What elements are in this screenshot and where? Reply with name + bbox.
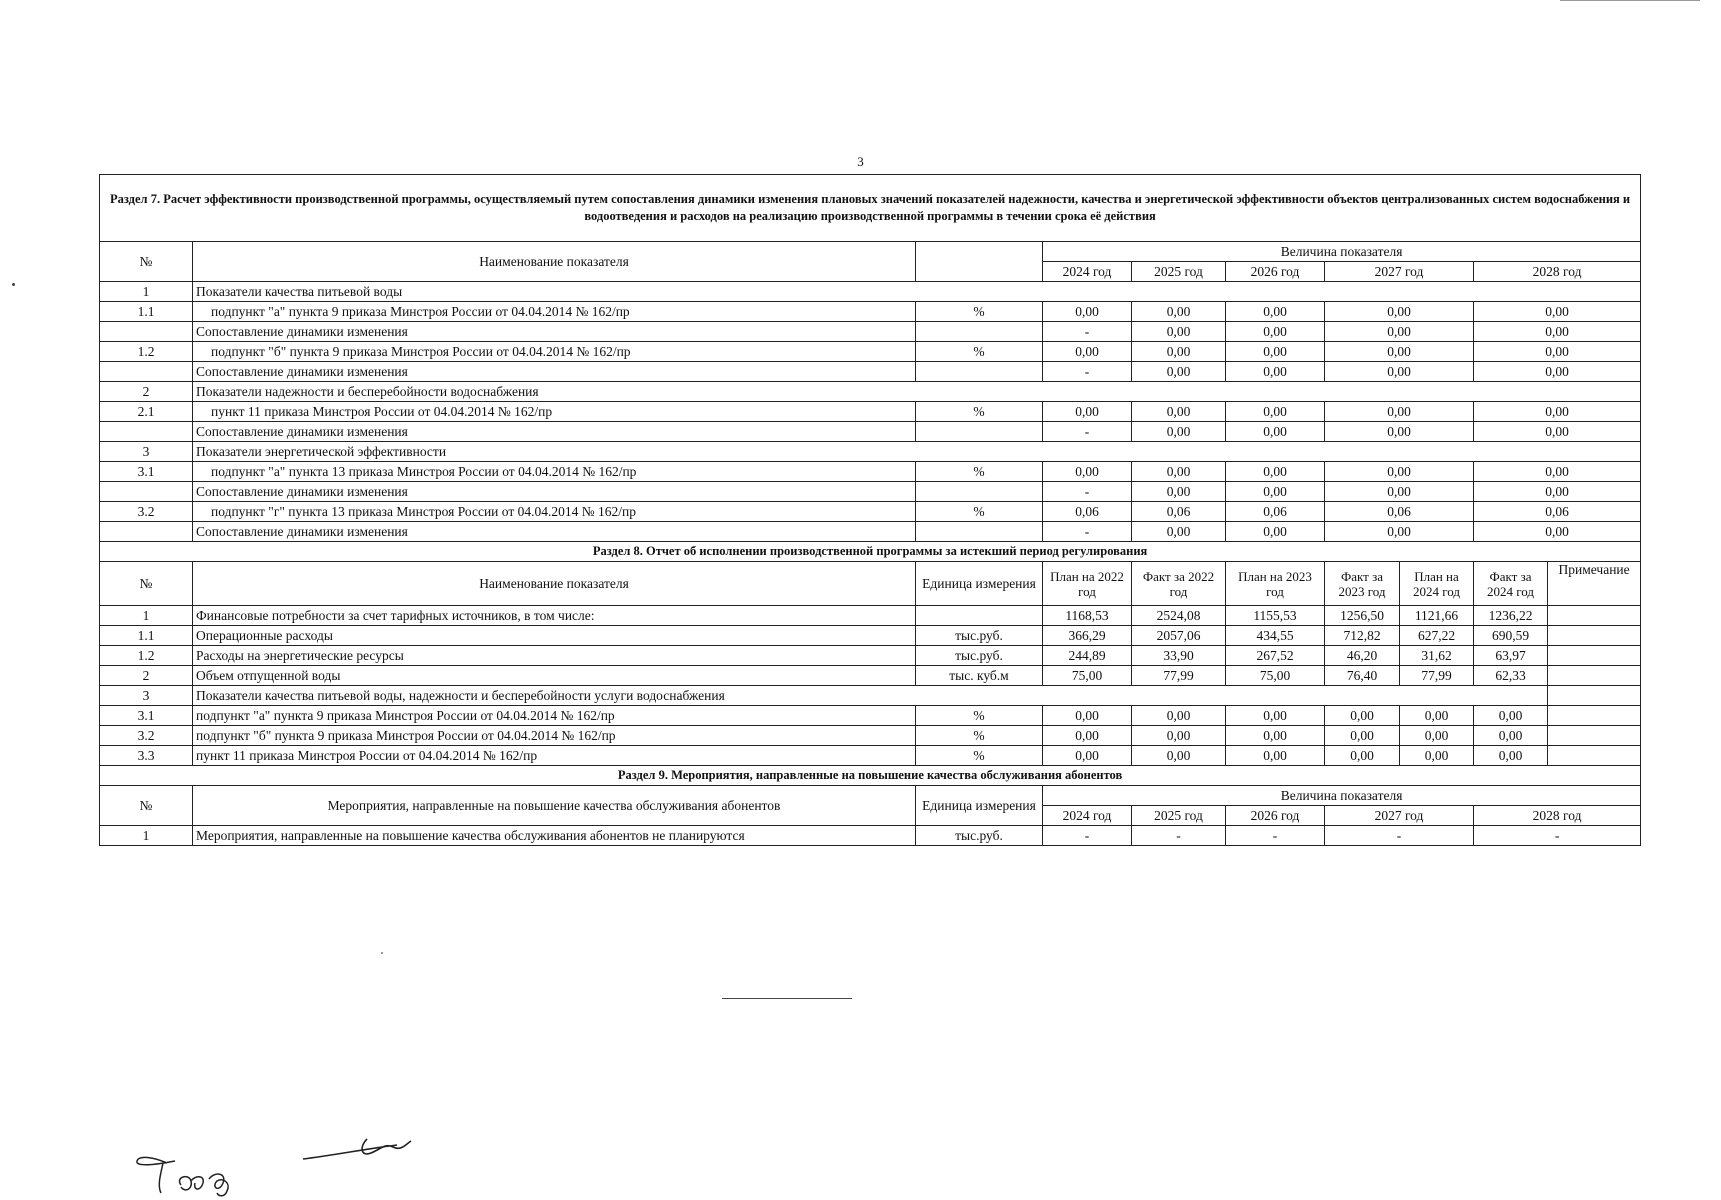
row-num: 1 <box>100 282 193 302</box>
value-cell: 0,00 <box>1400 746 1474 766</box>
group-heading: Показатели надежности и бесперебойности водоснабжения <box>193 382 1641 402</box>
value-cell: 1168,53 <box>1043 606 1132 626</box>
table-row <box>100 422 1641 442</box>
year-header: 2025 год <box>1132 262 1226 282</box>
row-name: пункт 11 приказа Минстроя России от 04.04.2014 № 162/пр <box>193 402 916 422</box>
report-table <box>99 174 1641 846</box>
row-num: 1.2 <box>100 646 193 666</box>
row-name: пункт 11 приказа Минстроя России от 04.04.2014 № 162/пр <box>193 746 916 766</box>
row-num: 2 <box>100 666 193 686</box>
page-number: 3 <box>857 154 864 169</box>
value-cell: 0,00 <box>1043 462 1132 482</box>
row-num: 3 <box>100 686 193 706</box>
value-cell: 0,00 <box>1325 522 1474 542</box>
table-row <box>100 482 1641 502</box>
value-cell: 75,00 <box>1226 666 1325 686</box>
row-unit: % <box>916 302 1043 322</box>
value-cell: 0,00 <box>1226 482 1325 502</box>
value-cell: 0,00 <box>1226 402 1325 422</box>
row-num: 1 <box>100 606 193 626</box>
value-cell: 0,00 <box>1325 706 1400 726</box>
year-header: 2026 год <box>1226 262 1325 282</box>
table-row <box>100 726 1641 746</box>
row-num: 1 <box>100 826 193 846</box>
value-cell: 690,59 <box>1474 626 1548 646</box>
table-row <box>100 646 1641 666</box>
value-cell: 0,06 <box>1043 502 1132 522</box>
value-cell: 63,97 <box>1474 646 1548 666</box>
value-cell: 0,00 <box>1132 726 1226 746</box>
value-cell: 0,00 <box>1325 422 1474 442</box>
value-cell: 0,06 <box>1474 502 1641 522</box>
note-cell <box>1548 686 1641 706</box>
row-unit: тыс.руб. <box>916 646 1043 666</box>
value-cell: 267,52 <box>1226 646 1325 666</box>
value-cell: 75,00 <box>1043 666 1132 686</box>
value-cell: 0,00 <box>1132 462 1226 482</box>
value-cell: 0,00 <box>1043 342 1132 362</box>
group-heading: Показатели энергетической эффективности <box>193 442 1641 462</box>
year-header: 2024 год <box>1043 806 1132 826</box>
row-unit: % <box>916 726 1043 746</box>
note-cell <box>1548 626 1641 646</box>
value-cell: - <box>1043 826 1132 846</box>
handwritten-signature <box>135 1135 465 1200</box>
row-name: Расходы на энергетические ресурсы <box>193 646 916 666</box>
section8-title: Раздел 8. Отчет об исполнении производственной программы за истекший период регулирования <box>100 542 1641 562</box>
group-heading: Показатели качества питьевой воды, надежности и бесперебойности услуги водоснабжения <box>193 686 1548 706</box>
header-name: Наименование показателя <box>193 242 916 282</box>
footer-divider <box>722 998 852 999</box>
value-cell: 0,00 <box>1226 522 1325 542</box>
value-cell: 0,00 <box>1474 462 1641 482</box>
row-num <box>100 522 193 542</box>
year-header: 2027 год <box>1325 262 1474 282</box>
note-cell <box>1548 726 1641 746</box>
section7-title: Раздел 7. Расчет эффективности производственной программы, осуществляемый путем сопоставления динамики изменения плановых значений показателей надежности, качества и энергетической эффективности объектов централизованных систем водоснабжения и водоотведения и расходов на реализацию производственной программы в течении срока её действия <box>100 175 1641 242</box>
value-cell: 0,00 <box>1474 302 1641 322</box>
row-num: 3.2 <box>100 502 193 522</box>
row-unit <box>916 322 1043 342</box>
value-cell: 0,00 <box>1132 522 1226 542</box>
section7-header-row <box>100 242 1641 262</box>
row-name: подпункт "а" пункта 9 приказа Минстроя России от 04.04.2014 № 162/пр <box>193 302 916 322</box>
table-row <box>100 402 1641 422</box>
value-cell: 0,00 <box>1043 746 1132 766</box>
value-cell: 0,00 <box>1474 726 1548 746</box>
row-name: Сопоставление динамики изменения <box>193 322 916 342</box>
value-cell: 0,00 <box>1132 482 1226 502</box>
value-cell: 0,00 <box>1325 726 1400 746</box>
section8-title-row <box>100 542 1641 562</box>
value-cell: 0,00 <box>1325 302 1474 322</box>
value-cell: 0,00 <box>1325 462 1474 482</box>
value-cell: 0,00 <box>1132 706 1226 726</box>
section7-title-row <box>100 175 1641 242</box>
row-unit: % <box>916 706 1043 726</box>
value-cell: 1155,53 <box>1226 606 1325 626</box>
value-cell: 0,00 <box>1400 706 1474 726</box>
row-num <box>100 322 193 342</box>
value-cell: 0,00 <box>1043 302 1132 322</box>
header-note: Примечание <box>1548 562 1641 606</box>
value-cell: 0,00 <box>1226 462 1325 482</box>
table-row <box>100 606 1641 626</box>
value-cell: - <box>1043 362 1132 382</box>
value-cell: 33,90 <box>1132 646 1226 666</box>
value-cell: 627,22 <box>1400 626 1474 646</box>
value-cell: 0,00 <box>1474 746 1548 766</box>
value-cell: - <box>1043 522 1132 542</box>
value-cell: 434,55 <box>1226 626 1325 646</box>
value-cell: 0,00 <box>1474 422 1641 442</box>
note-cell <box>1548 606 1641 626</box>
row-num: 3.1 <box>100 706 193 726</box>
value-cell: 0,00 <box>1132 322 1226 342</box>
period-header: Факт за 2023 год <box>1325 562 1400 606</box>
table-row <box>100 746 1641 766</box>
row-num: 1.2 <box>100 342 193 362</box>
value-cell: 77,99 <box>1132 666 1226 686</box>
value-cell: 76,40 <box>1325 666 1400 686</box>
value-cell: 0,00 <box>1226 362 1325 382</box>
table-row <box>100 322 1641 342</box>
row-unit <box>916 606 1043 626</box>
value-cell: 0,00 <box>1325 746 1400 766</box>
row-num: 1.1 <box>100 626 193 646</box>
period-header: Факт за 2022 год <box>1132 562 1226 606</box>
header-name: Мероприятия, направленные на повышение качества обслуживания абонентов <box>193 786 916 826</box>
row-num <box>100 422 193 442</box>
row-name: Объем отпущенной воды <box>193 666 916 686</box>
section9-title-row <box>100 766 1641 786</box>
row-name: подпункт "а" пункта 13 приказа Минстроя России от 04.04.2014 № 162/пр <box>193 462 916 482</box>
table-row <box>100 626 1641 646</box>
row-unit <box>916 422 1043 442</box>
value-cell: 1121,66 <box>1400 606 1474 626</box>
value-cell: 1256,50 <box>1325 606 1400 626</box>
value-cell: 0,00 <box>1226 302 1325 322</box>
period-header: План на 2024 год <box>1400 562 1474 606</box>
header-num: № <box>100 242 193 282</box>
table-row <box>100 302 1641 322</box>
value-cell: 0,00 <box>1043 402 1132 422</box>
row-unit: тыс. куб.м <box>916 666 1043 686</box>
year-header: 2027 год <box>1325 806 1474 826</box>
value-cell: - <box>1226 826 1325 846</box>
note-cell <box>1548 666 1641 686</box>
row-unit: тыс.руб. <box>916 826 1043 846</box>
value-cell: 0,00 <box>1043 726 1132 746</box>
value-cell: 0,00 <box>1325 482 1474 502</box>
value-cell: 0,00 <box>1325 322 1474 342</box>
value-cell: 0,00 <box>1226 706 1325 726</box>
scan-speck <box>12 283 15 286</box>
value-cell: 62,33 <box>1474 666 1548 686</box>
table-row <box>100 686 1641 706</box>
value-cell: 0,00 <box>1400 726 1474 746</box>
header-num: № <box>100 562 193 606</box>
row-unit: % <box>916 342 1043 362</box>
value-cell: 0,00 <box>1325 362 1474 382</box>
value-cell: 0,00 <box>1043 706 1132 726</box>
row-name: Сопоставление динамики изменения <box>193 362 916 382</box>
period-header: План на 2023 год <box>1226 562 1325 606</box>
value-cell: 0,00 <box>1132 402 1226 422</box>
table-row <box>100 342 1641 362</box>
table-row <box>100 462 1641 482</box>
row-unit: тыс.руб. <box>916 626 1043 646</box>
value-cell: 0,06 <box>1226 502 1325 522</box>
value-cell: 0,00 <box>1132 362 1226 382</box>
header-value: Величина показателя <box>1043 242 1641 262</box>
value-cell: 0,00 <box>1474 322 1641 342</box>
value-cell: 0,00 <box>1474 342 1641 362</box>
row-unit <box>916 362 1043 382</box>
row-name: подпункт "г" пункта 13 приказа Минстроя России от 04.04.2014 № 162/пр <box>193 502 916 522</box>
header-name: Наименование показателя <box>193 562 916 606</box>
table-row <box>100 706 1641 726</box>
top-edge-line <box>1560 0 1700 1</box>
section9-header-row <box>100 786 1641 806</box>
row-name: подпункт "б" пункта 9 приказа Минстроя России от 04.04.2014 № 162/пр <box>193 726 916 746</box>
value-cell: 0,06 <box>1132 502 1226 522</box>
value-cell: 1236,22 <box>1474 606 1548 626</box>
row-unit: % <box>916 462 1043 482</box>
row-name: Сопоставление динамики изменения <box>193 482 916 502</box>
row-unit <box>916 482 1043 502</box>
row-num: 1.1 <box>100 302 193 322</box>
row-name: Операционные расходы <box>193 626 916 646</box>
value-cell: 0,00 <box>1474 402 1641 422</box>
row-num: 3.3 <box>100 746 193 766</box>
value-cell: - <box>1043 322 1132 342</box>
value-cell: - <box>1474 826 1641 846</box>
row-name: подпункт "а" пункта 9 приказа Минстроя России от 04.04.2014 № 162/пр <box>193 706 916 726</box>
value-cell: 0,00 <box>1226 322 1325 342</box>
row-name: Сопоставление динамики изменения <box>193 522 916 542</box>
header-unit <box>916 242 1043 282</box>
value-cell: 712,82 <box>1325 626 1400 646</box>
value-cell: 0,00 <box>1132 342 1226 362</box>
header-value: Величина показателя <box>1043 786 1641 806</box>
row-name: Финансовые потребности за счет тарифных источников, в том числе: <box>193 606 916 626</box>
table-row <box>100 382 1641 402</box>
row-unit: % <box>916 746 1043 766</box>
section8-header-row <box>100 562 1641 606</box>
value-cell: 244,89 <box>1043 646 1132 666</box>
row-num <box>100 482 193 502</box>
year-header: 2028 год <box>1474 262 1641 282</box>
period-header: План на 2022 год <box>1043 562 1132 606</box>
year-header: 2028 год <box>1474 806 1641 826</box>
note-cell <box>1548 706 1641 726</box>
value-cell: 0,00 <box>1325 342 1474 362</box>
row-unit: % <box>916 402 1043 422</box>
row-name: Мероприятия, направленные на повышение качества обслуживания абонентов не планируются <box>193 826 916 846</box>
group-heading: Показатели качества питьевой воды <box>193 282 1641 302</box>
header-num: № <box>100 786 193 826</box>
row-num: 2.1 <box>100 402 193 422</box>
year-header: 2024 год <box>1043 262 1132 282</box>
value-cell: - <box>1043 482 1132 502</box>
value-cell: 0,00 <box>1226 422 1325 442</box>
value-cell: 31,62 <box>1400 646 1474 666</box>
header-unit: Единица измерения <box>916 562 1043 606</box>
value-cell: 0,00 <box>1474 522 1641 542</box>
row-name: Сопоставление динамики изменения <box>193 422 916 442</box>
row-unit: % <box>916 502 1043 522</box>
value-cell: 46,20 <box>1325 646 1400 666</box>
value-cell: 0,00 <box>1226 726 1325 746</box>
period-header: Факт за 2024 год <box>1474 562 1548 606</box>
table-row <box>100 666 1641 686</box>
note-cell <box>1548 646 1641 666</box>
table-row <box>100 522 1641 542</box>
value-cell: - <box>1325 826 1474 846</box>
value-cell: 366,29 <box>1043 626 1132 646</box>
value-cell: 2524,08 <box>1132 606 1226 626</box>
value-cell: 0,00 <box>1132 746 1226 766</box>
value-cell: 0,00 <box>1226 342 1325 362</box>
value-cell: 0,00 <box>1474 482 1641 502</box>
row-unit <box>916 522 1043 542</box>
row-num: 3.2 <box>100 726 193 746</box>
value-cell: 0,00 <box>1325 402 1474 422</box>
value-cell: 0,06 <box>1325 502 1474 522</box>
year-header: 2026 год <box>1226 806 1325 826</box>
row-num: 2 <box>100 382 193 402</box>
year-header: 2025 год <box>1132 806 1226 826</box>
note-cell <box>1548 746 1641 766</box>
value-cell: - <box>1043 422 1132 442</box>
header-unit: Единица измерения <box>916 786 1043 826</box>
value-cell: - <box>1132 826 1226 846</box>
table-row <box>100 362 1641 382</box>
value-cell: 0,00 <box>1474 362 1641 382</box>
table-row <box>100 442 1641 462</box>
row-name: подпункт "б" пункта 9 приказа Минстроя России от 04.04.2014 № 162/пр <box>193 342 916 362</box>
row-num: 3.1 <box>100 462 193 482</box>
value-cell: 2057,06 <box>1132 626 1226 646</box>
value-cell: 0,00 <box>1132 422 1226 442</box>
value-cell: 0,00 <box>1226 746 1325 766</box>
value-cell: 0,00 <box>1474 706 1548 726</box>
row-num: 3 <box>100 442 193 462</box>
section9-title: Раздел 9. Мероприятия, направленные на повышение качества обслуживания абонентов <box>100 766 1641 786</box>
row-num <box>100 362 193 382</box>
value-cell: 77,99 <box>1400 666 1474 686</box>
scan-speck <box>381 952 383 954</box>
table-row <box>100 282 1641 302</box>
table-row <box>100 502 1641 522</box>
table-row <box>100 826 1641 846</box>
value-cell: 0,00 <box>1132 302 1226 322</box>
